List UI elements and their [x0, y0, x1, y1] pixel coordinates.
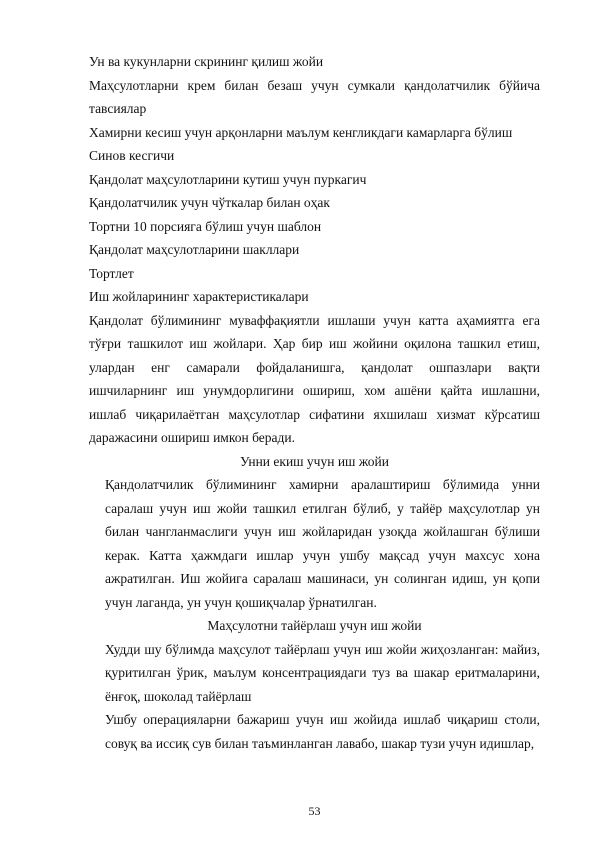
subheading-flour-sifting: Унни екиш учун иш жойи: [239, 453, 390, 469]
intro-paragraph: Қандолат бўлимининг муваффақиятли ишлаши учун катта аҳамиятга ега тўғри ташкилот иш жойлари. Ҳар бир иш жойини оқилона ташкил етиш, улардан енг самарали фойдаланишга, қандолат ошпазлари вақти ишчиларнинг иш унумдорлигини ошириш, хом ашёни қайта ишлашни, ишлаб чиқарилаётган маҳсулотлар сифатини яхшилаш хизмат кўрсатиш даражасини ошириш имкон беради.: [89, 312, 540, 445]
list-item: Тортни 10 порсияга бўлиш учун шаблон: [89, 218, 322, 234]
page-content: [89, 50, 540, 755]
subheading-product-preparation: Маҳсулотни тайёрлаш учун иш жойи: [207, 618, 422, 633]
list-item: Синов кесгичи: [89, 148, 175, 163]
list-item: Хамирни кесиш учун арқонларни маълум кенгликдаги камарларга бўлиш: [89, 124, 513, 140]
paragraph-product-preparation: Худди шу бўлимда маҳсулот тайёрлаш учун иш жойи жиҳозланган: майиз, қуритилган ўрик, маълум консентрациядаги туз ва шакар еритмаларини, ёнғоқ, шоколад тайёрлаш: [105, 641, 540, 704]
paragraph-flour-sifting: Қандолатчилик бўлимининг хамирни аралаштириш бўлимида унни саралаш учун иш жойи ташкил етилган бўлиб, у тайёр маҳсулотлар ун билан чангланмаслиги учун иш жойларидан узоқда жойлашган бўлиши керак. Катта ҳажмдаги ишлар учун ушбу мақсад учун махсус хона ажратилган. Иш жойига саралаш машинаси, ун солинган идиш, ун қопи учун лаганда, ун учун қошиқчалар ўрнатилган.: [105, 477, 540, 610]
paragraph-operations: Ушбу операцияларни бажариш учун иш жойида ишлаб чиқариш столи, совуқ ва иссиқ сув билан таъминланган лавабо, шакар тузи учун идишлар,: [105, 712, 540, 751]
list-item: Тортлет: [89, 265, 134, 281]
list-item: Қандолат маҳсулотларини кутиш учун пуркагич: [89, 171, 367, 187]
page-number: 53: [308, 804, 321, 818]
list-item: Маҳсулотларни крем билан безаш учун сумкали қандолатчилик бўйича тавсиялар: [89, 77, 540, 116]
list-item: Қандолатчилик учун чўткалар билан оҳак: [89, 195, 330, 210]
section-heading: Иш жойларининг характеристикалари: [89, 289, 309, 304]
list-item: Ун ва кукунларни скрининг қилиш жойи: [89, 54, 324, 69]
list-item: Қандолат маҳсулотларини шакллари: [89, 242, 300, 257]
